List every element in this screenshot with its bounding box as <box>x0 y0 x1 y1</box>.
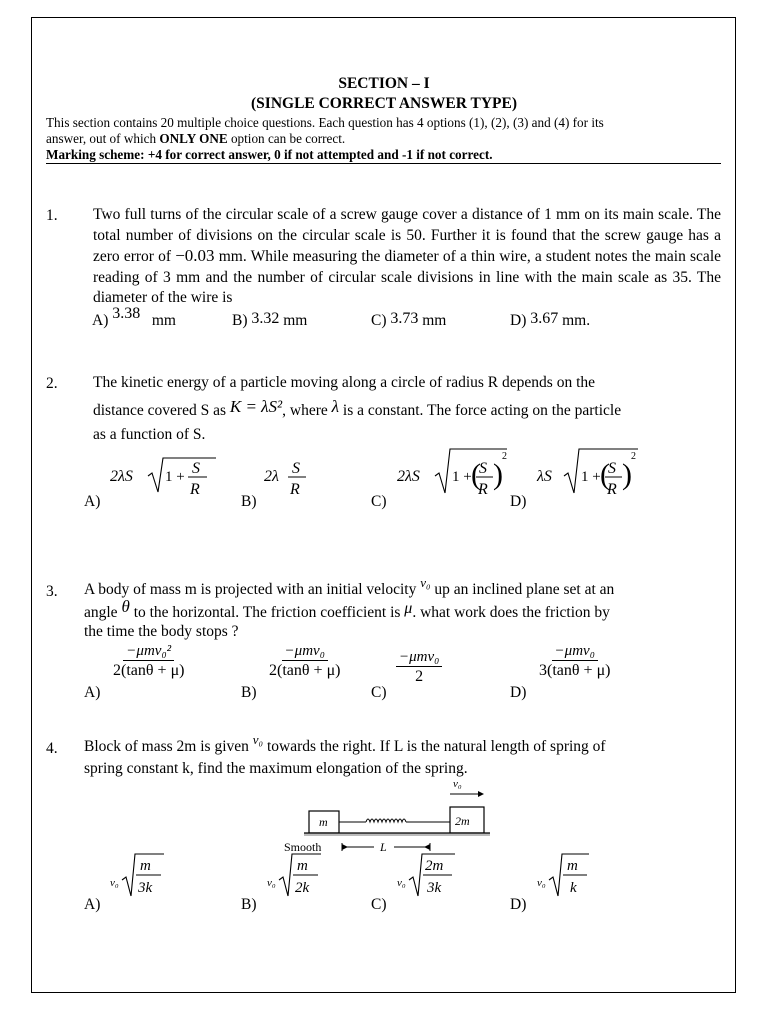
section-title: SECTION – I <box>338 75 430 92</box>
q2-a-num: S <box>192 460 200 477</box>
option-unit: mm <box>151 312 176 329</box>
q3-option-a-expr <box>110 642 187 681</box>
q3-line1 <box>84 575 721 601</box>
q2-c-one-plus: 1 + <box>452 469 472 485</box>
q4-text-part: Block of mass 2m is given <box>84 738 253 755</box>
q3-option-c-label[interactable]: C) <box>371 684 387 701</box>
instructions-text: answer, out of which <box>46 131 160 146</box>
denominator: 2(tanθ + μ) <box>113 662 185 679</box>
q4-b-den: 2k <box>295 880 310 896</box>
instructions-text: option can be correct. <box>227 131 346 146</box>
paren-open: ( <box>471 458 481 491</box>
q4-a-v0: v₀ <box>110 877 119 889</box>
length-arrowhead <box>342 844 348 850</box>
q1-text-part: Two full turns of the circular scale of a screw gauge cover a distance of 1 mm on its main scale. The total number of divisions on the circular scale is 50. Further it is found that the screw gauge has a zero error of <box>93 206 721 265</box>
q2-option-b-label[interactable]: B) <box>241 493 257 510</box>
fraction <box>396 648 442 687</box>
denominator: 2(tanθ + μ) <box>269 662 341 679</box>
q2-b-coef: 2λ <box>264 468 279 485</box>
q1-number: 1. <box>46 207 58 224</box>
q1-text-part: mm. While measuring the diameter of a thin wire, a student notes the main scale reading of 3 mm and the number of circular scale divisions in line with the main scale as 35. The diameter of the wire is <box>93 248 722 306</box>
q3-number: 3. <box>46 583 58 600</box>
section-type: (SINGLE CORRECT ANSWER TYPE) <box>251 95 517 112</box>
numerator: −μmv₀² <box>123 642 174 661</box>
q3-option-d-label[interactable]: D) <box>510 684 527 701</box>
q3-option-a-label[interactable]: A) <box>84 684 101 701</box>
header-divider <box>46 163 721 164</box>
q2-c-coef: 2λS <box>397 468 420 485</box>
q2-option-d-expr <box>535 445 645 500</box>
q4-a-den: 3k <box>138 880 153 896</box>
q2-b-num: S <box>292 460 300 477</box>
q3-text-part: A body of mass m is projected with an initial velocity <box>84 581 421 598</box>
option-unit: mm. <box>562 312 591 329</box>
velocity-arrowhead <box>478 791 484 797</box>
q2-line1: The kinetic energy of a particle moving along a circle of radius R depends on the <box>93 374 596 391</box>
q4-c-num: 2m <box>425 858 444 874</box>
q2-text-part: , where <box>282 402 332 419</box>
fraction <box>536 642 613 681</box>
q2-d-one-plus: 1 + <box>581 469 601 485</box>
q4-option-c-label[interactable]: C) <box>371 896 387 913</box>
q2-option-c-label[interactable]: C) <box>371 493 387 510</box>
q2-option-b-expr <box>262 452 312 498</box>
q4-option-b-label[interactable]: B) <box>241 896 257 913</box>
option-value: 3.32 <box>251 310 280 327</box>
q2-option-a-expr <box>108 452 218 498</box>
q4-d-den: k <box>570 880 577 896</box>
instructions-emphasis: ONLY ONE <box>159 131 228 146</box>
q2-d-num: S <box>608 460 616 477</box>
velocity-label: v₀ <box>453 778 462 790</box>
instructions-line2 <box>46 131 718 147</box>
marking-scheme: Marking scheme: +4 for correct answer, 0 if not attempted and -1 if not correct. <box>46 147 493 162</box>
length-label: L <box>380 840 387 854</box>
option-value: 3.67 <box>530 310 559 327</box>
instructions-line1: This section contains 20 multiple choice questions. Each question has 4 options (1), (2), (3) and (4) for its <box>46 115 604 130</box>
q4-option-a-expr <box>108 850 168 900</box>
q2-option-a-label[interactable]: A) <box>84 493 101 510</box>
q2-c-exp: 2 <box>502 451 507 462</box>
q2-b-den: R <box>290 481 300 498</box>
q1-option-c[interactable] <box>371 312 446 330</box>
q4-d-num: m <box>567 858 578 874</box>
q2-d-exp: 2 <box>631 451 636 462</box>
q3-mu: μ <box>404 600 413 617</box>
q3-line3: the time the body stops ? <box>84 623 239 640</box>
spring-block-figure <box>278 775 493 855</box>
q3-option-d-expr <box>536 642 613 681</box>
q3-v0: v₀ <box>420 575 431 590</box>
q3-line2 <box>84 597 721 624</box>
q2-c-den: R <box>478 481 488 498</box>
denominator: 2 <box>415 668 424 685</box>
q2-d-den: R <box>607 481 617 498</box>
q3-option-b-expr <box>266 642 343 681</box>
q1-option-d[interactable] <box>510 312 590 330</box>
numerator: −μmv₀ <box>282 642 328 661</box>
q4-option-d-expr <box>535 850 595 900</box>
option-label: B) <box>232 312 248 329</box>
q2-formula: K = λS² <box>229 397 283 416</box>
q3-text-part: angle <box>84 604 122 621</box>
fraction <box>266 642 343 681</box>
block-2m-label: 2m <box>455 814 470 828</box>
q4-c-den: 3k <box>427 880 442 896</box>
q4-b-num: m <box>297 858 308 874</box>
q4-option-b-expr <box>265 850 325 900</box>
q2-a-coef: 2λS <box>110 468 133 485</box>
q3-text-part: to the horizontal. The friction coefficient is <box>129 604 405 621</box>
q2-c-num: S <box>479 460 487 477</box>
option-label: D) <box>510 312 527 329</box>
q2-line2 <box>93 397 721 422</box>
q4-option-a-label[interactable]: A) <box>84 896 101 913</box>
q4-number: 4. <box>46 740 58 757</box>
option-label: A) <box>92 312 109 329</box>
q2-option-c-expr <box>395 445 510 500</box>
smooth-label: Smooth <box>284 840 322 854</box>
q3-option-b-label[interactable]: B) <box>241 684 257 701</box>
q1-zero-error: −0.03 <box>175 246 215 265</box>
q2-option-d-label[interactable]: D) <box>510 493 527 510</box>
q2-d-coef: λS <box>537 468 552 485</box>
q4-a-num: m <box>140 858 151 874</box>
q3-option-c-expr <box>396 648 442 687</box>
q4-b-v0: v₀ <box>267 877 276 889</box>
numerator: −μmv₀ <box>396 648 442 667</box>
q4-d-v0: v₀ <box>537 877 546 889</box>
q2-a-one-plus: 1 + <box>165 469 185 485</box>
fraction <box>110 642 187 681</box>
option-label: C) <box>371 312 387 329</box>
option-value: 3.38 <box>112 305 141 322</box>
paren-close: ) <box>622 458 632 491</box>
q2-text-part: is a constant. The force acting on the particle <box>342 402 622 419</box>
option-unit: mm <box>283 312 308 329</box>
q2-lambda: λ <box>331 397 340 416</box>
q1-option-a[interactable] <box>92 305 176 330</box>
q4-option-d-label[interactable]: D) <box>510 896 527 913</box>
q2-text-part: distance covered S as <box>93 402 230 419</box>
q3-text-part: up an inclined plane set at an <box>434 581 615 598</box>
q2-line3: as a function of S. <box>93 426 206 443</box>
q4-c-v0: v₀ <box>397 877 406 889</box>
paren-open: ( <box>600 458 610 491</box>
q3-text-part: . what work does the friction by <box>412 604 610 621</box>
block-m-label: m <box>319 815 328 829</box>
q4-v0: v₀ <box>252 732 264 747</box>
q3-theta: θ <box>121 597 130 616</box>
option-unit: mm <box>422 312 447 329</box>
q4-text-part: towards the right. If L is the natural length of spring of <box>266 738 606 755</box>
numerator: −μmv₀ <box>552 642 598 661</box>
instructions <box>46 115 718 163</box>
denominator: 3(tanθ + μ) <box>539 662 611 679</box>
spring-coil <box>366 819 406 822</box>
q1-option-b[interactable] <box>232 312 307 330</box>
option-value: 3.73 <box>390 310 419 327</box>
q4-line1 <box>84 732 721 758</box>
q2-number: 2. <box>46 375 58 392</box>
q2-a-den: R <box>190 481 200 498</box>
q4-option-c-expr <box>395 850 459 900</box>
q1-text <box>93 205 721 309</box>
q4-line2: spring constant k, find the maximum elongation of the spring. <box>84 760 468 777</box>
paren-close: ) <box>493 458 503 491</box>
